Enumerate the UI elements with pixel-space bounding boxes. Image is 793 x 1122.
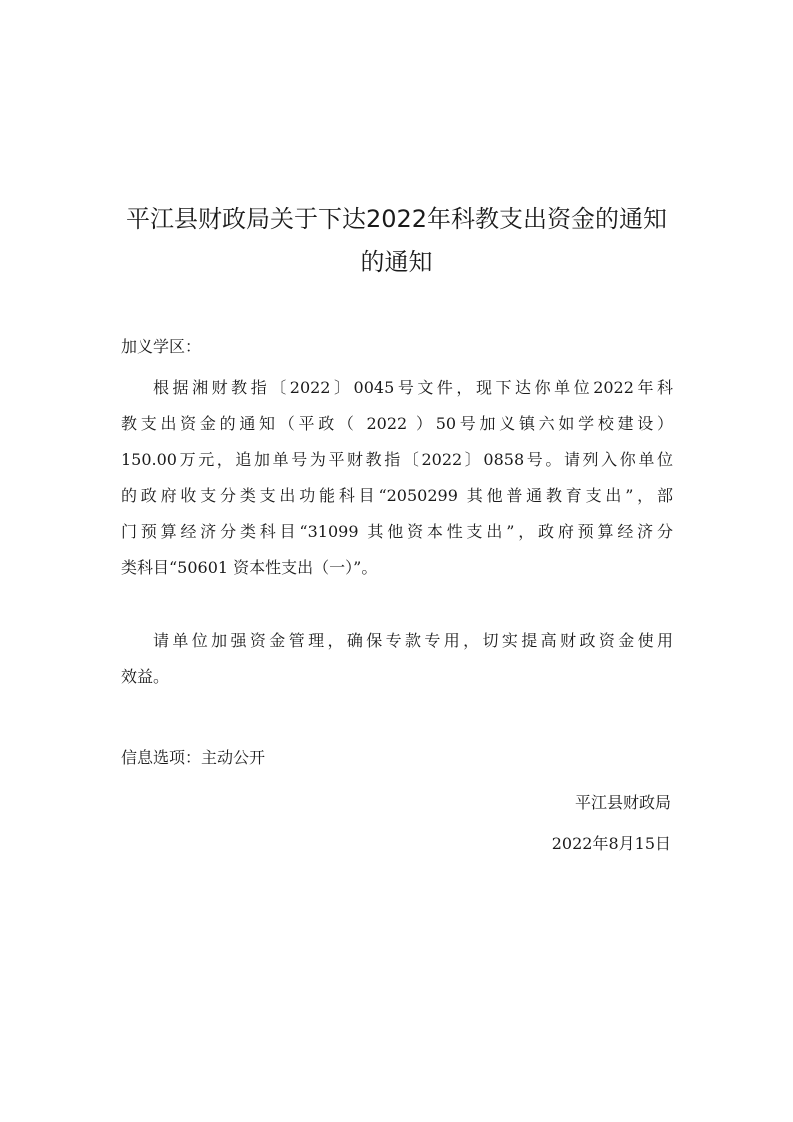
paragraph-line: 教支出资金的通知（平政（ 2022 ）50号加义镇六如学校建设）: [121, 414, 673, 433]
paragraph-line: 效益。: [121, 667, 170, 686]
body-paragraph-2: [121, 623, 673, 695]
salutation: 加义学区：: [121, 337, 202, 356]
issue-date: 2022年8月15日: [551, 834, 671, 853]
paragraph-line: 150.00万元，追加单号为平财教指〔2022〕0858号。请列入你单位: [121, 450, 673, 469]
paragraph-line: 的政府收支分类支出功能科目“2050299 其他普通教育支出”，部: [121, 486, 673, 505]
paragraph-line: 门预算经济分类科目“31099 其他资本性支出”，政府预算经济分: [121, 522, 673, 541]
paragraph-line: 请单位加强资金管理，确保专款专用，切实提高财政资金使用: [153, 631, 673, 650]
document-title: [100, 198, 693, 284]
issuer-signature: 平江县财政局: [574, 793, 671, 812]
paragraph-line: 根据湘财教指〔2022〕0045号文件，现下达你单位2022年科: [153, 378, 673, 397]
info-disclosure: 信息选项：主动公开: [121, 748, 266, 767]
paragraph-line: 类科目“50601 资本性支出（一）”。: [121, 558, 378, 577]
title-line-1: 平江县财政局关于下达2022年科教支出资金的通知: [125, 205, 668, 233]
body-paragraph-1: [121, 370, 673, 586]
title-line-2: 的通知: [360, 248, 433, 276]
